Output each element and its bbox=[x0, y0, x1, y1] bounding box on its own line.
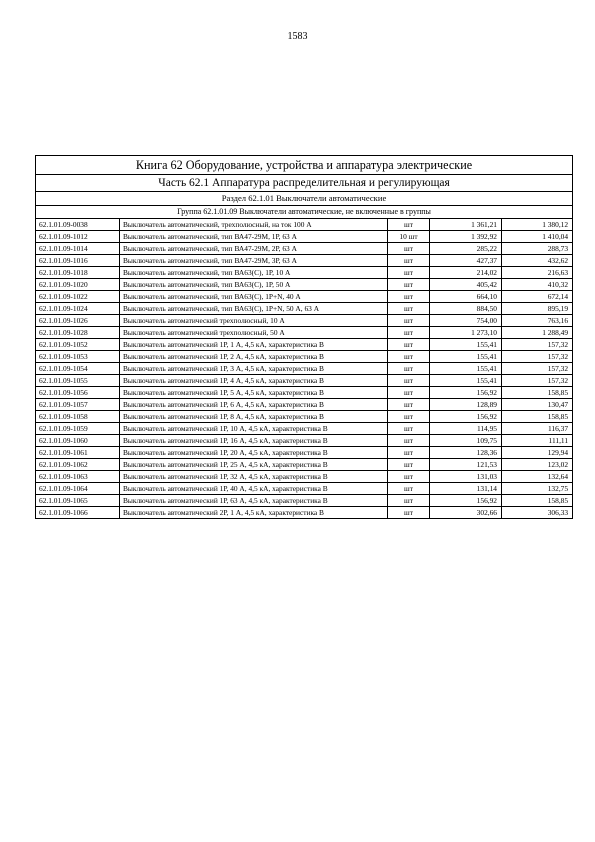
table-row bbox=[36, 315, 573, 327]
row-unit: шт bbox=[388, 267, 430, 279]
table-row bbox=[36, 267, 573, 279]
row-unit: шт bbox=[388, 471, 430, 483]
row-price-2: 157,32 bbox=[502, 351, 573, 363]
row-price-2: 410,32 bbox=[502, 279, 573, 291]
group-heading: Группа 62.1.01.09 Выключатели автоматические, не включенные в группы bbox=[36, 206, 573, 219]
row-code: 62.1.01.09-1012 bbox=[36, 231, 120, 243]
row-price-2: 157,32 bbox=[502, 339, 573, 351]
row-name: Выключатель автоматический 1Р, 6 А, 4,5 кА, характеристика В bbox=[120, 399, 388, 411]
row-price-1: 285,22 bbox=[430, 243, 502, 255]
group-heading-row bbox=[36, 206, 573, 219]
row-price-2: 306,33 bbox=[502, 507, 573, 519]
row-code: 62.1.01.09-1060 bbox=[36, 435, 120, 447]
row-code: 62.1.01.09-1061 bbox=[36, 447, 120, 459]
row-name: Выключатель автоматический 1Р, 25 А, 4,5 кА, характеристика В bbox=[120, 459, 388, 471]
row-price-2: 132,75 bbox=[502, 483, 573, 495]
row-price-2: 130,47 bbox=[502, 399, 573, 411]
row-unit: шт bbox=[388, 339, 430, 351]
row-price-1: 131,03 bbox=[430, 471, 502, 483]
section-heading-row bbox=[36, 192, 573, 206]
row-name: Выключатель автоматический 1Р, 1 А, 4,5 кА, характеристика В bbox=[120, 339, 388, 351]
table-row bbox=[36, 459, 573, 471]
row-unit: шт bbox=[388, 375, 430, 387]
row-code: 62.1.01.09-1062 bbox=[36, 459, 120, 471]
row-unit: шт bbox=[388, 387, 430, 399]
row-unit: шт bbox=[388, 243, 430, 255]
row-name: Выключатель автоматический 1Р, 20 А, 4,5 кА, характеристика В bbox=[120, 447, 388, 459]
row-price-1: 405,42 bbox=[430, 279, 502, 291]
section-heading: Раздел 62.1.01 Выключатели автоматические bbox=[36, 192, 573, 206]
row-code: 62.1.01.09-1058 bbox=[36, 411, 120, 423]
row-price-2: 129,94 bbox=[502, 447, 573, 459]
row-price-1: 156,92 bbox=[430, 387, 502, 399]
row-price-1: 1 273,10 bbox=[430, 327, 502, 339]
row-price-1: 155,41 bbox=[430, 339, 502, 351]
row-price-2: 111,11 bbox=[502, 435, 573, 447]
table-row bbox=[36, 411, 573, 423]
row-unit: шт bbox=[388, 483, 430, 495]
row-name: Выключатель автоматический 1Р, 3 А, 4,5 кА, характеристика В bbox=[120, 363, 388, 375]
row-price-2: 216,63 bbox=[502, 267, 573, 279]
row-price-2: 158,85 bbox=[502, 411, 573, 423]
row-name: Выключатель автоматический 1Р, 40 А, 4,5 кА, характеристика В bbox=[120, 483, 388, 495]
row-code: 62.1.01.09-1066 bbox=[36, 507, 120, 519]
row-price-2: 763,16 bbox=[502, 315, 573, 327]
row-name: Выключатель автоматический 1Р, 2 А, 4,5 кА, характеристика В bbox=[120, 351, 388, 363]
row-price-2: 157,32 bbox=[502, 375, 573, 387]
row-code: 62.1.01.09-1014 bbox=[36, 243, 120, 255]
row-code: 62.1.01.09-1056 bbox=[36, 387, 120, 399]
row-name: Выключатель автоматический 2Р, 1 А, 4,5 кА, характеристика В bbox=[120, 507, 388, 519]
row-name: Выключатель автоматический, тип ВА63(С), 1Р+N, 40 А bbox=[120, 291, 388, 303]
row-price-1: 754,00 bbox=[430, 315, 502, 327]
row-name: Выключатель автоматический 1Р, 4 А, 4,5 кА, характеристика В bbox=[120, 375, 388, 387]
row-price-1: 114,95 bbox=[430, 423, 502, 435]
table-row bbox=[36, 303, 573, 315]
row-unit: шт bbox=[388, 459, 430, 471]
row-unit: шт bbox=[388, 255, 430, 267]
table-row bbox=[36, 351, 573, 363]
table-row bbox=[36, 327, 573, 339]
row-code: 62.1.01.09-1024 bbox=[36, 303, 120, 315]
table-row bbox=[36, 339, 573, 351]
row-unit: шт bbox=[388, 291, 430, 303]
row-unit: 10 шт bbox=[388, 231, 430, 243]
row-price-2: 157,32 bbox=[502, 363, 573, 375]
row-code: 62.1.01.09-1020 bbox=[36, 279, 120, 291]
table-row bbox=[36, 423, 573, 435]
row-unit: шт bbox=[388, 363, 430, 375]
row-price-2: 1 288,49 bbox=[502, 327, 573, 339]
row-code: 62.1.01.09-1065 bbox=[36, 495, 120, 507]
row-price-1: 155,41 bbox=[430, 375, 502, 387]
row-name: Выключатель автоматический, тип ВА47-29М, 1Р, 63 А bbox=[120, 231, 388, 243]
row-price-2: 116,37 bbox=[502, 423, 573, 435]
price-table bbox=[35, 155, 573, 519]
row-unit: шт bbox=[388, 495, 430, 507]
row-unit: шт bbox=[388, 219, 430, 231]
row-code: 62.1.01.09-1018 bbox=[36, 267, 120, 279]
book-heading: Книга 62 Оборудование, устройства и аппаратура электрические bbox=[36, 156, 573, 175]
table-row bbox=[36, 255, 573, 267]
row-name: Выключатель автоматический 1Р, 8 А, 4,5 кА, характеристика В bbox=[120, 411, 388, 423]
row-unit: шт bbox=[388, 507, 430, 519]
table-row bbox=[36, 279, 573, 291]
table-row bbox=[36, 231, 573, 243]
row-price-2: 672,14 bbox=[502, 291, 573, 303]
row-price-1: 155,41 bbox=[430, 351, 502, 363]
row-name: Выключатель автоматический, тип ВА63(С), 1Р, 10 А bbox=[120, 267, 388, 279]
row-price-2: 432,62 bbox=[502, 255, 573, 267]
row-price-2: 1 410,04 bbox=[502, 231, 573, 243]
row-name: Выключатель автоматический, тип ВА63(С), 1Р+N, 50 А, 63 А bbox=[120, 303, 388, 315]
row-code: 62.1.01.09-1022 bbox=[36, 291, 120, 303]
row-code: 62.1.01.09-1026 bbox=[36, 315, 120, 327]
row-code: 62.1.01.09-1063 bbox=[36, 471, 120, 483]
table-row bbox=[36, 387, 573, 399]
row-name: Выключатель автоматический 1Р, 5 А, 4,5 кА, характеристика В bbox=[120, 387, 388, 399]
row-unit: шт bbox=[388, 435, 430, 447]
price-table-body bbox=[36, 156, 573, 519]
row-price-1: 884,50 bbox=[430, 303, 502, 315]
table-row bbox=[36, 447, 573, 459]
row-name: Выключатель автоматический, трехполюсный, на ток 100 А bbox=[120, 219, 388, 231]
row-code: 62.1.01.09-1016 bbox=[36, 255, 120, 267]
table-row bbox=[36, 495, 573, 507]
row-price-1: 302,66 bbox=[430, 507, 502, 519]
table-row bbox=[36, 399, 573, 411]
row-name: Выключатель автоматический 1Р, 32 А, 4,5 кА, характеристика В bbox=[120, 471, 388, 483]
row-price-1: 128,36 bbox=[430, 447, 502, 459]
row-price-1: 1 361,21 bbox=[430, 219, 502, 231]
row-name: Выключатель автоматический, тип ВА47-29М, 3Р, 63 А bbox=[120, 255, 388, 267]
row-name: Выключатель автоматический, тип ВА47-29М, 2Р, 63 А bbox=[120, 243, 388, 255]
part-heading-row bbox=[36, 175, 573, 192]
row-code: 62.1.01.09-1057 bbox=[36, 399, 120, 411]
row-code: 62.1.01.09-1064 bbox=[36, 483, 120, 495]
row-unit: шт bbox=[388, 399, 430, 411]
row-price-1: 121,53 bbox=[430, 459, 502, 471]
row-code: 62.1.01.09-1028 bbox=[36, 327, 120, 339]
row-name: Выключатель автоматический трехполюсный, 50 А bbox=[120, 327, 388, 339]
row-price-1: 427,37 bbox=[430, 255, 502, 267]
row-unit: шт bbox=[388, 315, 430, 327]
row-price-2: 123,02 bbox=[502, 459, 573, 471]
row-price-1: 214,02 bbox=[430, 267, 502, 279]
row-name: Выключатель автоматический, тип ВА63(С), 1Р, 50 А bbox=[120, 279, 388, 291]
table-row bbox=[36, 219, 573, 231]
row-code: 62.1.01.09-1053 bbox=[36, 351, 120, 363]
row-unit: шт bbox=[388, 351, 430, 363]
row-unit: шт bbox=[388, 411, 430, 423]
book-heading-row bbox=[36, 156, 573, 175]
table-row bbox=[36, 507, 573, 519]
row-price-1: 128,89 bbox=[430, 399, 502, 411]
table-row bbox=[36, 375, 573, 387]
row-price-2: 158,85 bbox=[502, 495, 573, 507]
row-price-1: 1 392,92 bbox=[430, 231, 502, 243]
row-price-2: 158,85 bbox=[502, 387, 573, 399]
row-price-2: 288,73 bbox=[502, 243, 573, 255]
row-name: Выключатель автоматический 1Р, 63 А, 4,5 кА, характеристика В bbox=[120, 495, 388, 507]
row-price-2: 1 380,12 bbox=[502, 219, 573, 231]
row-code: 62.1.01.09-1059 bbox=[36, 423, 120, 435]
row-unit: шт bbox=[388, 447, 430, 459]
row-price-1: 664,10 bbox=[430, 291, 502, 303]
row-name: Выключатель автоматический 1Р, 10 А, 4,5 кА, характеристика В bbox=[120, 423, 388, 435]
row-price-1: 109,75 bbox=[430, 435, 502, 447]
table-row bbox=[36, 483, 573, 495]
page-number: 1583 bbox=[287, 31, 308, 42]
row-price-1: 131,14 bbox=[430, 483, 502, 495]
row-name: Выключатель автоматический трехполюсный, 10 А bbox=[120, 315, 388, 327]
part-heading: Часть 62.1 Аппаратура распределительная и регулирующая bbox=[36, 175, 573, 192]
row-code: 62.1.01.09-0038 bbox=[36, 219, 120, 231]
row-name: Выключатель автоматический 1Р, 16 А, 4,5 кА, характеристика В bbox=[120, 435, 388, 447]
table-row bbox=[36, 243, 573, 255]
table-row bbox=[36, 363, 573, 375]
row-price-2: 895,19 bbox=[502, 303, 573, 315]
row-unit: шт bbox=[388, 303, 430, 315]
table-row bbox=[36, 435, 573, 447]
row-price-1: 155,41 bbox=[430, 363, 502, 375]
row-price-1: 156,92 bbox=[430, 495, 502, 507]
row-price-2: 132,64 bbox=[502, 471, 573, 483]
table-row bbox=[36, 471, 573, 483]
row-code: 62.1.01.09-1055 bbox=[36, 375, 120, 387]
row-unit: шт bbox=[388, 279, 430, 291]
row-unit: шт bbox=[388, 423, 430, 435]
row-price-1: 156,92 bbox=[430, 411, 502, 423]
row-code: 62.1.01.09-1052 bbox=[36, 339, 120, 351]
table-row bbox=[36, 291, 573, 303]
row-code: 62.1.01.09-1054 bbox=[36, 363, 120, 375]
row-unit: шт bbox=[388, 327, 430, 339]
